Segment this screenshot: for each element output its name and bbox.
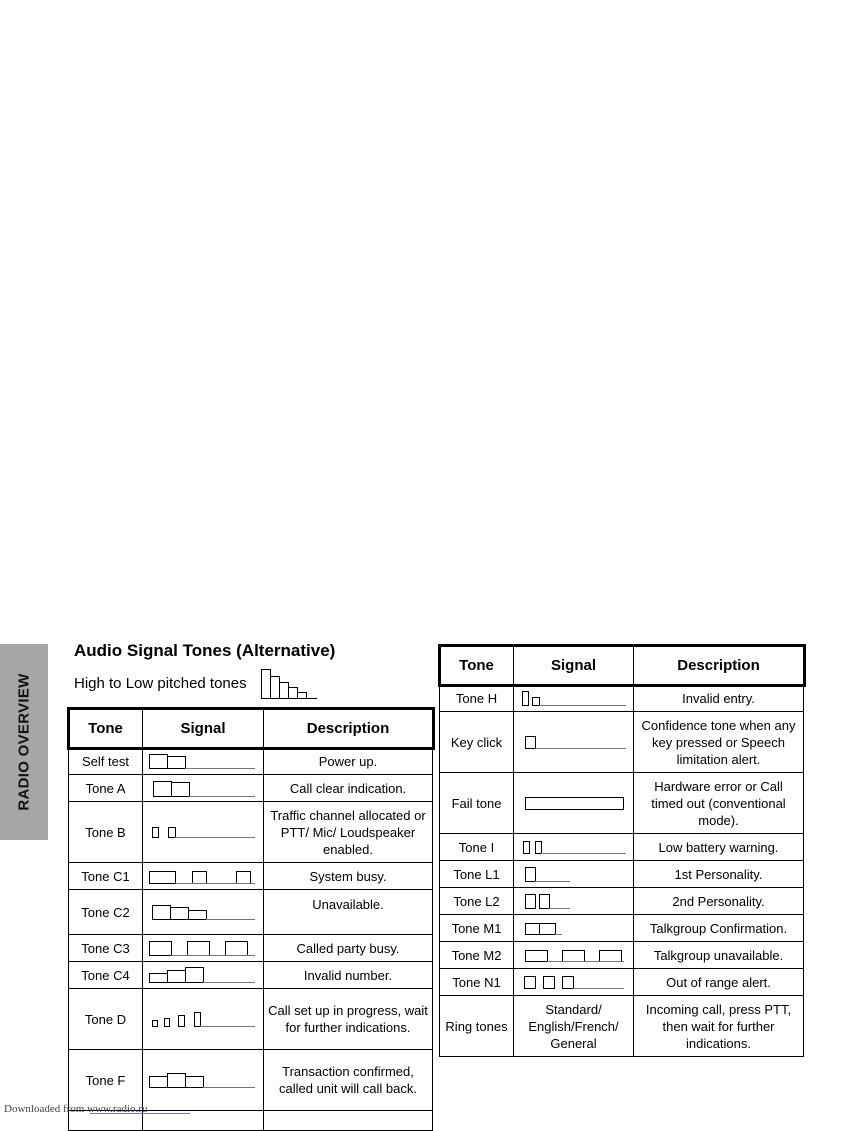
signal-text: Standard/ English/French/ General xyxy=(514,996,634,1057)
tone-name: Tone H xyxy=(440,685,514,712)
signal-cell xyxy=(514,888,634,915)
tone-description: Out of range alert. xyxy=(634,969,804,996)
table-row xyxy=(440,712,804,773)
pitch-staircase-icon xyxy=(261,667,319,699)
signal-waveform-icon xyxy=(520,866,626,882)
tone-name: Tone L2 xyxy=(440,888,514,915)
tone-name: Self test xyxy=(69,748,143,775)
tone-description-cut-off xyxy=(264,1111,433,1131)
tone-description: Traffic channel allocated or PTT/ Mic/ Loudspeaker enabled. xyxy=(264,802,433,863)
table-row xyxy=(440,861,804,888)
table-row xyxy=(69,890,433,935)
column-header-description: Description xyxy=(264,709,433,748)
table-row xyxy=(440,969,804,996)
table-row xyxy=(440,685,804,712)
signal-cell xyxy=(514,834,634,861)
table-row xyxy=(440,773,804,834)
table-row xyxy=(69,962,433,989)
table-row xyxy=(69,935,433,962)
table-row xyxy=(440,942,804,969)
signal-waveform-icon xyxy=(149,1072,255,1088)
tone-name: Tone C2 xyxy=(69,890,143,935)
tone-description: 2nd Personality. xyxy=(634,888,804,915)
tone-description: Transaction confirmed, called unit will call back. xyxy=(264,1050,433,1111)
footer-link-underline xyxy=(90,1113,190,1114)
tone-name: Fail tone xyxy=(440,773,514,834)
signal-cell xyxy=(514,915,634,942)
footer-download-note: Downloaded from www.radio.ru xyxy=(4,1103,148,1115)
signal-waveform-icon xyxy=(520,921,626,935)
tone-description: 1st Personality. xyxy=(634,861,804,888)
side-tab-label: RADIO OVERVIEW xyxy=(15,673,33,811)
table-row xyxy=(440,888,804,915)
table-row xyxy=(69,775,433,802)
signal-waveform-icon xyxy=(149,904,255,920)
signal-waveform-icon xyxy=(149,940,255,956)
tone-description: Invalid entry. xyxy=(634,685,804,712)
tone-description: Called party busy. xyxy=(264,935,433,962)
signal-cell xyxy=(514,942,634,969)
tone-name: Tone M1 xyxy=(440,915,514,942)
tone-name: Key click xyxy=(440,712,514,773)
tone-name: Ring tones xyxy=(440,996,514,1057)
signal-cell xyxy=(143,775,264,802)
tone-description: Confidence tone when any key pressed or Speech limitation alert. xyxy=(634,712,804,773)
signal-waveform-icon xyxy=(149,753,255,769)
table-header xyxy=(440,646,804,685)
column-header-signal: Signal xyxy=(514,646,634,685)
signal-waveform-icon xyxy=(520,690,626,706)
signal-cell xyxy=(514,861,634,888)
tone-name: Tone C1 xyxy=(69,863,143,890)
signal-waveform-icon xyxy=(520,840,626,854)
section-side-tab xyxy=(0,644,48,840)
tone-name: Tone B xyxy=(69,802,143,863)
signal-waveform-icon xyxy=(149,779,255,797)
signal-cell xyxy=(143,935,264,962)
table-row xyxy=(440,996,804,1057)
column-header-signal: Signal xyxy=(143,709,264,748)
table-row xyxy=(69,802,433,863)
table-row xyxy=(69,748,433,775)
tone-description: Unavailable. xyxy=(264,890,433,935)
tone-description: Incoming call, press PTT, then wait for further indications. xyxy=(634,996,804,1057)
tone-description: Invalid number. xyxy=(264,962,433,989)
table-row xyxy=(69,989,433,1050)
column-header-tone: Tone xyxy=(69,709,143,748)
signal-waveform-icon xyxy=(149,826,255,838)
signal-cell xyxy=(143,1050,264,1111)
section-heading: Audio Signal Tones (Alternative) xyxy=(74,641,336,660)
signal-cell xyxy=(143,748,264,775)
signal-waveform-icon xyxy=(520,735,626,749)
table-row xyxy=(440,915,804,942)
tone-name: Tone D xyxy=(69,989,143,1050)
column-header-tone: Tone xyxy=(440,646,514,685)
tone-description: Talkgroup Confirmation. xyxy=(634,915,804,942)
signal-cell xyxy=(514,712,634,773)
tone-name: Tone F xyxy=(69,1050,143,1111)
signal-cell xyxy=(143,962,264,989)
section-subheading: High to Low pitched tones xyxy=(74,675,247,692)
tone-description: System busy. xyxy=(264,863,433,890)
tones-table-right xyxy=(439,645,804,1057)
signal-cell xyxy=(143,802,264,863)
tone-name: Tone L1 xyxy=(440,861,514,888)
tone-description: Low battery warning. xyxy=(634,834,804,861)
signal-waveform-icon xyxy=(520,796,626,810)
tone-description: Talkgroup unavailable. xyxy=(634,942,804,969)
tone-name: Tone C4 xyxy=(69,962,143,989)
tone-name: Tone M2 xyxy=(440,942,514,969)
signal-cell xyxy=(143,890,264,935)
table-header xyxy=(69,709,433,748)
signal-waveform-icon xyxy=(520,893,626,909)
signal-waveform-icon xyxy=(149,1011,255,1027)
tone-description: Hardware error or Call timed out (conventional mode). xyxy=(634,773,804,834)
table-row xyxy=(440,834,804,861)
signal-waveform-icon xyxy=(520,975,626,989)
signal-waveform-icon xyxy=(149,967,255,983)
tone-description: Call set up in progress, wait for further indications. xyxy=(264,989,433,1050)
table-row xyxy=(69,863,433,890)
signal-waveform-icon xyxy=(149,868,255,884)
tone-description: Call clear indication. xyxy=(264,775,433,802)
signal-cell xyxy=(143,989,264,1050)
tone-name: Tone C3 xyxy=(69,935,143,962)
tones-table-left xyxy=(68,708,433,1131)
tone-name: Tone I xyxy=(440,834,514,861)
signal-cell xyxy=(143,863,264,890)
column-header-description: Description xyxy=(634,646,804,685)
table-row xyxy=(69,1050,433,1111)
tone-name: Tone N1 xyxy=(440,969,514,996)
signal-cell xyxy=(514,773,634,834)
signal-waveform-icon xyxy=(520,948,626,962)
signal-cell xyxy=(514,685,634,712)
tone-name: Tone A xyxy=(69,775,143,802)
signal-cell xyxy=(514,969,634,996)
tone-description: Power up. xyxy=(264,748,433,775)
